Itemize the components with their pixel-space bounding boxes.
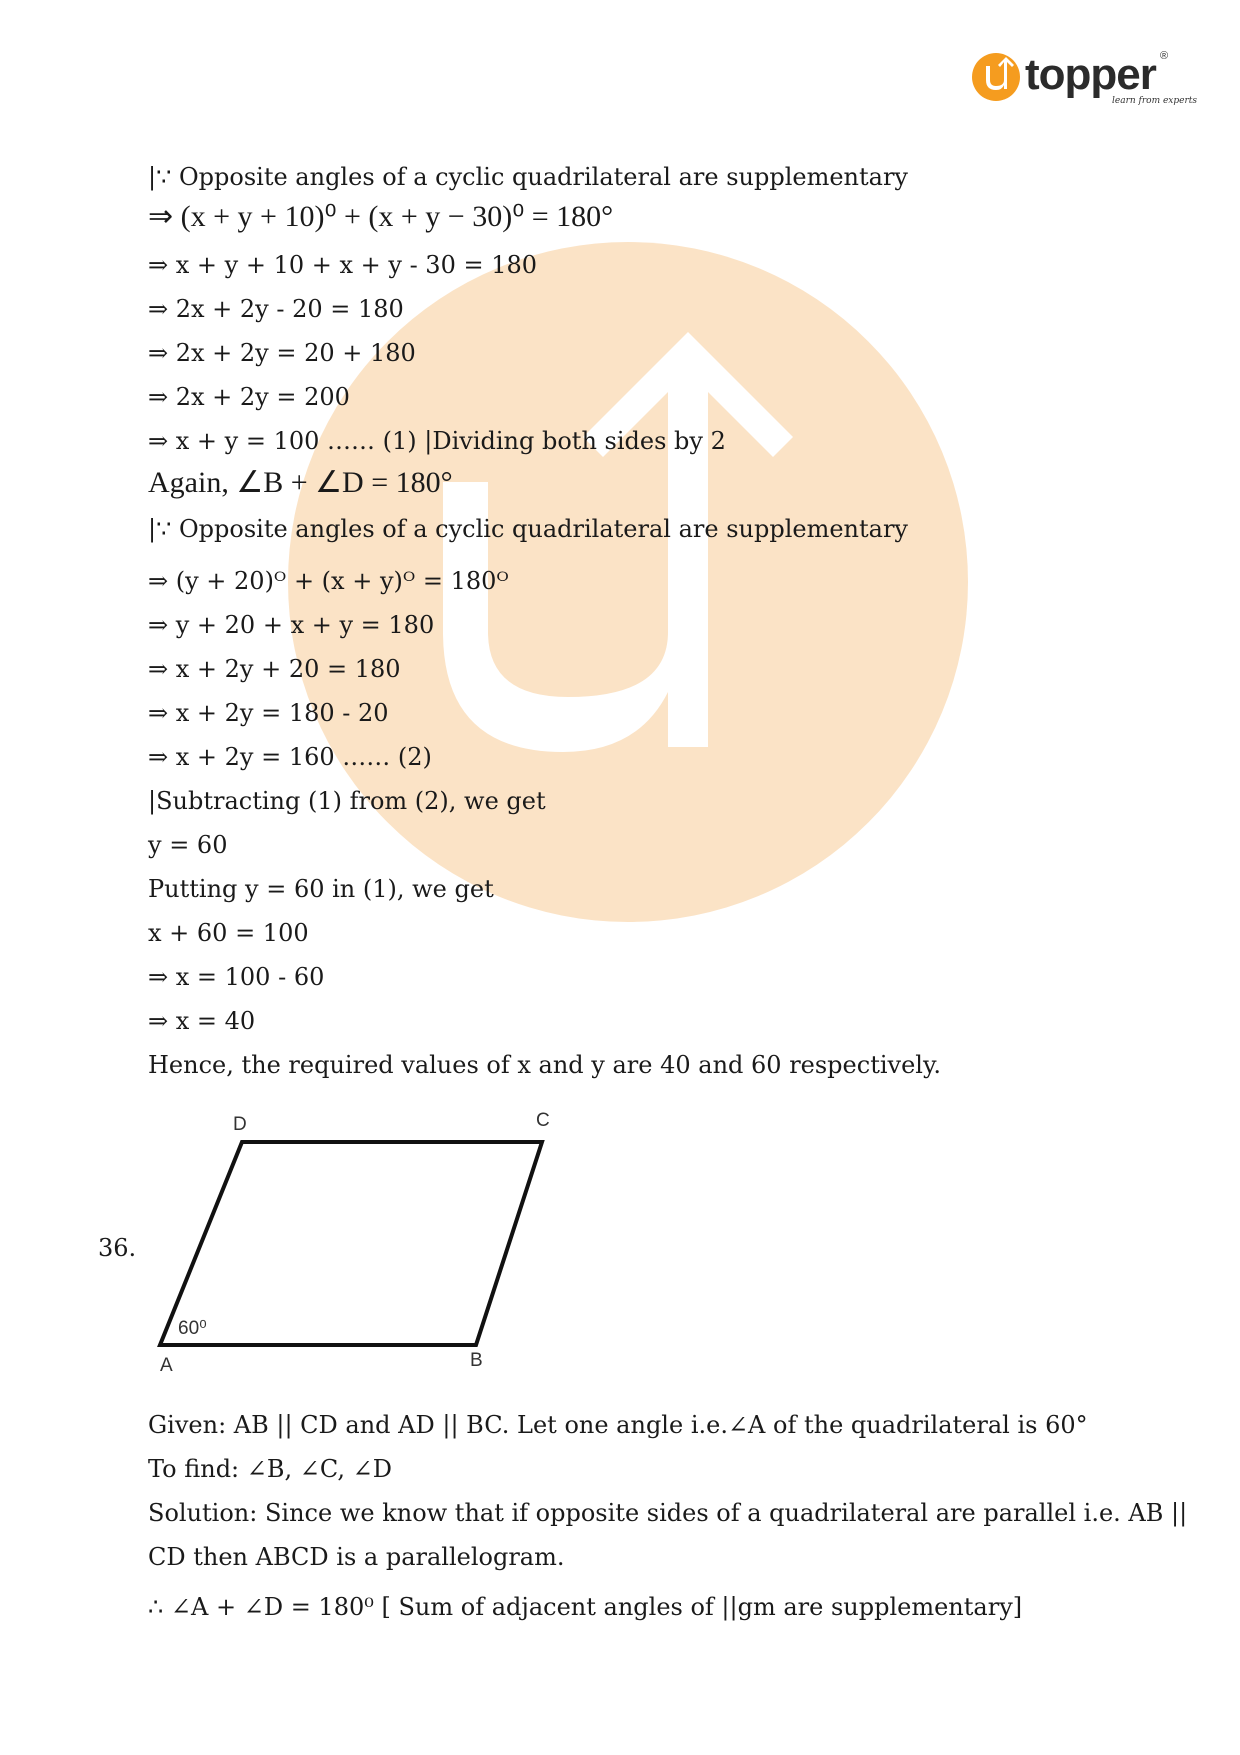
text-line: Hence, the required values of x and y are 40 and 60 respectively.: [148, 1051, 941, 1079]
text-line: ⇒ y + 20 + x + y = 180: [148, 611, 435, 639]
math-line: Again, ∠B + ∠D = 180°: [148, 466, 453, 499]
text-line: ∴ ∠A + ∠D = 180⁰ [ Sum of adjacent angles of ||gm are supplementary]: [148, 1593, 1023, 1621]
text-line: y = 60: [148, 831, 228, 859]
math-line: ⇒ (x + y + 10)⁰ + (x + y − 30)⁰ = 180°: [148, 200, 614, 233]
parallelogram-shape: [160, 1142, 542, 1345]
angle-label-a: 60⁰: [178, 1318, 207, 1339]
brand-tagline: learn from experts: [1112, 96, 1198, 106]
vertex-label-c: C: [536, 1110, 550, 1131]
text-line: ⇒ 2x + 2y = 200: [148, 383, 350, 411]
text-line: ⇒ x = 40: [148, 1007, 256, 1035]
text-line: ⇒ 2x + 2y = 20 + 180: [148, 339, 416, 367]
text-line: ⇒ x = 100 - 60: [148, 963, 325, 991]
text-line: ⇒ 2x + 2y - 20 = 180: [148, 295, 404, 323]
vertex-label-d: D: [233, 1114, 247, 1135]
text-line: Given: AB || CD and AD || BC. Let one angle i.e.∠A of the quadrilateral is 60°: [148, 1411, 1088, 1439]
text-line: To find: ∠B, ∠C, ∠D: [148, 1455, 392, 1483]
text-line: x + 60 = 100: [148, 919, 309, 947]
text-line: Putting y = 60 in (1), we get: [148, 875, 494, 903]
parallelogram-diagram: [140, 1100, 560, 1380]
text-line: |Subtracting (1) from (2), we get: [148, 787, 546, 815]
question-number: 36.: [98, 1234, 137, 1262]
vertex-label-a: A: [160, 1355, 173, 1376]
text-line: ⇒ x + 2y = 180 - 20: [148, 699, 389, 727]
registered-mark: ®: [1160, 50, 1169, 62]
text-line: Solution: Since we know that if opposite sides of a quadrilateral are parallel i.e. AB ||: [148, 1499, 1188, 1527]
text-line: ⇒ x + 2y + 20 = 180: [148, 655, 401, 683]
vertex-label-b: B: [470, 1350, 483, 1371]
brand-name: topper: [1025, 50, 1156, 99]
text-line: ⇒ (y + 20)ᴼ + (x + y)ᴼ = 180ᴼ: [148, 567, 509, 595]
text-line: |∵ Opposite angles of a cyclic quadrilateral are supplementary: [148, 163, 908, 191]
text-line: ⇒ x + y + 10 + x + y - 30 = 180: [148, 251, 538, 279]
text-line: ⇒ x + 2y = 160 …… (2): [148, 743, 432, 771]
text-line: CD then ABCD is a parallelogram.: [148, 1543, 565, 1571]
text-line: ⇒ x + y = 100 …… (1) |Dividing both sides by 2: [148, 427, 726, 455]
text-line: |∵ Opposite angles of a cyclic quadrilateral are supplementary: [148, 515, 908, 543]
